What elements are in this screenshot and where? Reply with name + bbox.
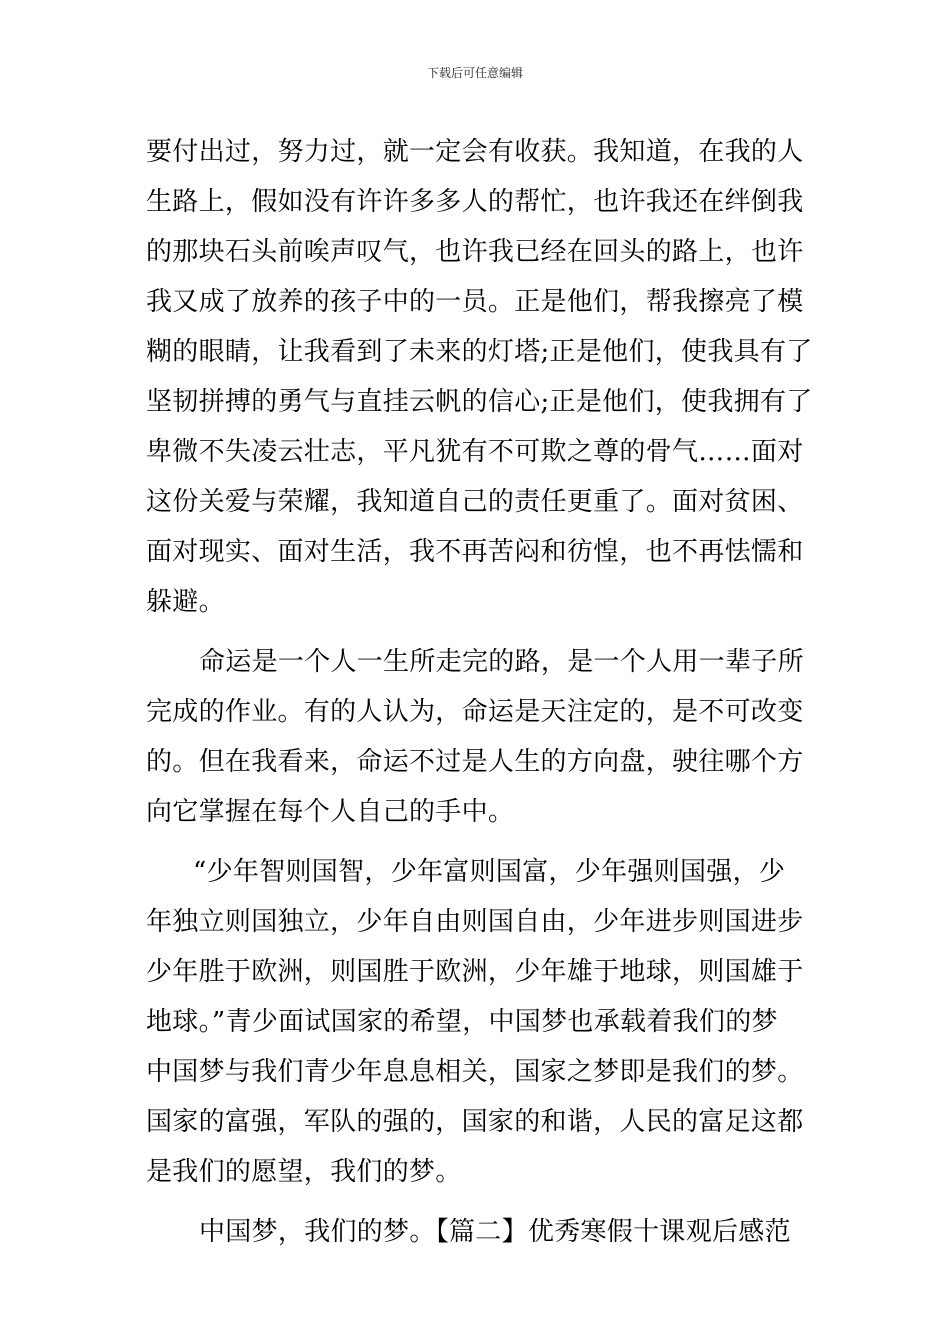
text-line: 国家的富强，军队的强的，国家的和谐，人民的富足这都: [146, 1107, 804, 1137]
text-line: 这份关爱与荣耀，我知道自己的责任更重了。面对贫困、: [146, 487, 804, 517]
text-line: 年独立则国独立，少年自由则国自由，少年进步则国进步: [146, 907, 804, 937]
paragraph: [146, 847, 808, 1197]
text-line: 坚韧拼搏的勇气与直挂云帆的信心;正是他们，使我拥有了: [146, 387, 813, 417]
text-line: 躲避。: [146, 587, 225, 617]
text-line: 向它掌握在每个人自己的手中。: [146, 797, 515, 827]
text-line: 中国梦与我们青少年息息相关，国家之梦即是我们的梦。: [146, 1057, 804, 1087]
paragraph: [146, 127, 813, 627]
text-line: 地球。”青少面试国家的希望，中国梦也承载着我们的梦: [146, 1007, 778, 1037]
document-body: [146, 127, 813, 1257]
paragraph: [146, 1207, 808, 1257]
text-line: 的。但在我看来，命运不过是人生的方向盘，驶往哪个方: [146, 747, 804, 777]
text-line: 命运是一个人一生所走完的路，是一个人用一辈子所: [199, 647, 804, 677]
text-line: 中国梦，我们的梦。【篇二】优秀寒假十课观后感范: [199, 1217, 791, 1247]
text-line: 要付出过，努力过，就一定会有收获。我知道，在我的人: [146, 137, 804, 167]
text-line: 完成的作业。有的人认为，命运是天注定的，是不可改变: [146, 697, 804, 727]
paragraph-spacing: [146, 837, 808, 847]
text-line: “少年智则国智，少年富则国富，少年强则国强，少: [193, 857, 786, 887]
text-line: 卑微不失凌云壮志，平凡犹有不可欺之尊的骨气……面对: [146, 437, 804, 467]
paragraph: [146, 637, 808, 837]
text-line: 是我们的愿望，我们的梦。: [146, 1157, 462, 1187]
text-line: 糊的眼睛，让我看到了未来的灯塔;正是他们，使我具有了: [146, 337, 813, 367]
text-line: 少年胜于欧洲，则国胜于欧洲，少年雄于地球，则国雄于: [146, 957, 804, 987]
text-line: 的那块石头前唉声叹气，也许我已经在回头的路上，也许: [146, 237, 804, 267]
text-line: 生路上，假如没有许许多多人的帮忙，也许我还在绊倒我: [146, 187, 804, 217]
paragraph-spacing: [146, 627, 808, 637]
text-line: 我又成了放养的孩子中的一员。正是他们，帮我擦亮了模: [146, 287, 804, 317]
page-header-note: 下载后可任意编辑: [426, 66, 523, 80]
paragraph-spacing: [146, 1197, 808, 1207]
text-line: 面对现实、面对生活，我不再苦闷和彷惶，也不再怯懦和: [146, 537, 804, 567]
